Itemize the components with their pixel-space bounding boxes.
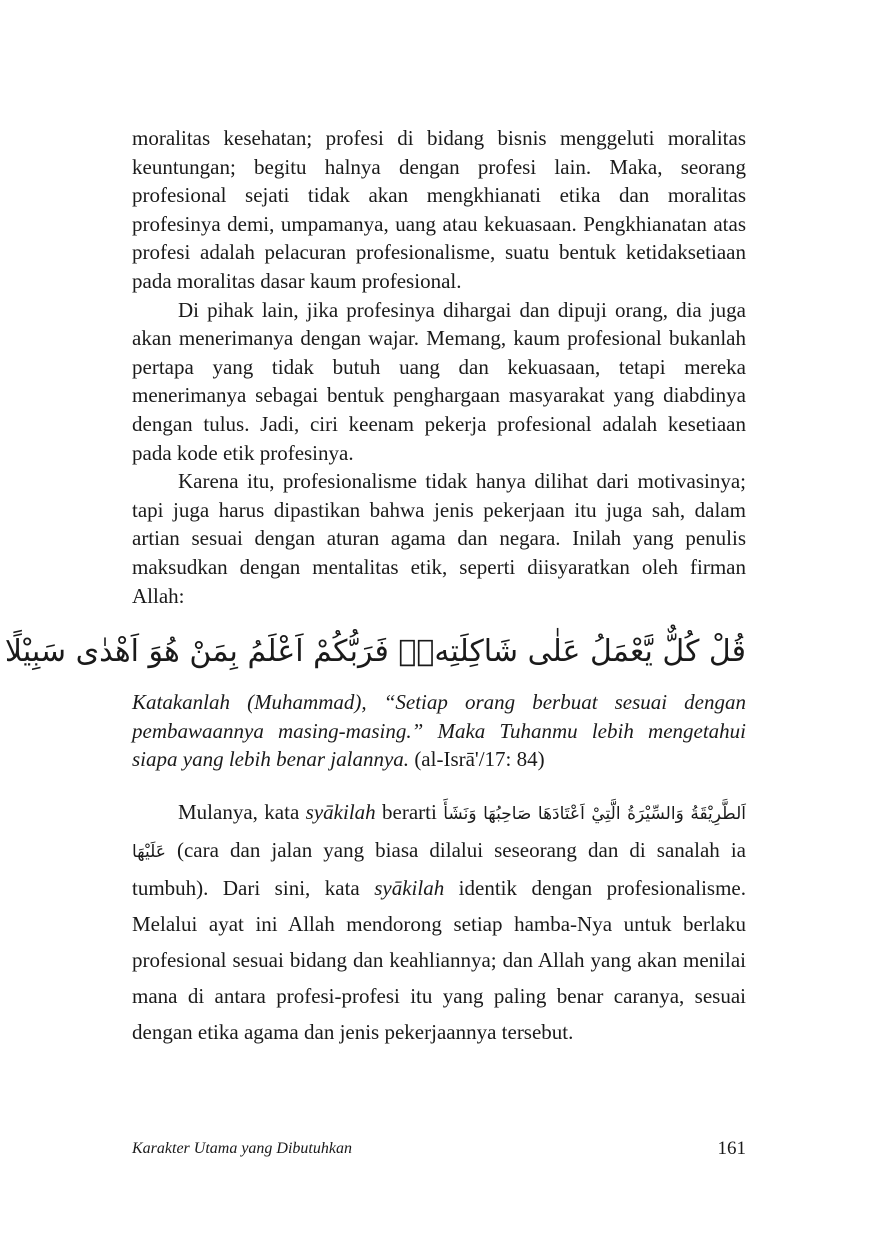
quran-verse-arabic: قُلْ كُلٌّ يَّعْمَلُ عَلٰى شَاكِلَتِهٖۗ فَرَبُّكُمْ اَعْلَمُ بِمَنْ هُوَ اَهْدٰى سَبِيْلًا <box>4 634 746 670</box>
para4-text-d: identik dengan profesionalisme. Melalui ayat ini Allah mendorong setiap hamba-Nya untuk berlaku profesional sesuai bidang dan keahliannya; dan Allah yang akan menilai mana di antara profesi-profesi itu yang paling benar caranya, sesuai dengan etika agama dan jenis pekerjaannya tersebut. <box>132 875 746 1044</box>
page-number: 161 <box>717 1138 746 1159</box>
paragraph-1: moralitas kesehatan; profesi di bidang bisnis menggeluti moralitas keuntungan; begitu halnya dengan profesi lain. Maka, seorang profesional sejati tidak akan mengkhianati etika dan moralitas profesinya demi, umpamanya, uang atau kekuasaan. Pengkhianatan atas profesi adalah pelacuran profesionalisme, suatu bentuk ketidaksetiaan pada moralitas dasar kaum profesional. <box>132 126 746 293</box>
para4-text-b: berarti <box>375 799 444 824</box>
running-footer-title: Karakter Utama yang Dibutuhkan <box>132 1140 352 1157</box>
term-syakilah: syākilah <box>305 799 376 824</box>
page-body <box>4 124 747 1050</box>
paragraph-2: Di pihak lain, jika profesinya dihargai dan dipuji orang, dia juga akan menerimanya dengan wajar. Memang, kaum profesional bukanlah pertapa yang tidak butuh uang dan kekuasaan, tetapi mereka menerimanya sebagai bentuk penghargaan masyarakat yang diabdinya dengan tulus. Jadi, ciri keenam pekerja profesional adalah kesetiaan pada kode etik profesinya. <box>132 297 746 465</box>
paragraph-3: Karena itu, profesionalisme tidak hanya dilihat dari motivasinya; tapi juga harus dipastikan bahwa jenis pekerjaan itu juga sah, dalam artian sesuai dengan aturan agama dan negara. Inilah yang penulis maksudkan dengan mentalitas etik, seperti diisyaratkan oleh firman Allah: <box>132 469 746 608</box>
verse-reference: (al-Isrā'/17: 84) <box>414 747 545 772</box>
paragraph-4 <box>132 794 746 1050</box>
inline-arabic-definition: اَلطَّرِيْقَةُ وَالسِّيْرَةُ الَّتِيْ اَعْتَادَهَا صَاحِبُهَا وَنَشَأَ عَلَيْهَا <box>132 803 747 862</box>
para4-text-a: Mulanya, kata <box>178 799 306 824</box>
page-footer <box>132 1138 746 1160</box>
term-syakilah-2: syākilah <box>374 875 445 900</box>
verse-translation <box>132 688 746 774</box>
para4-text-c: (cara dan jalan yang biasa dilalui seseorang dan di sanalah ia tumbuh). Dari sini, kata <box>132 837 746 900</box>
translation-text: Katakanlah (Muhammad), “Setiap orang berbuat sesuai dengan pembawaannya masing-masing.” Maka Tuhanmu lebih mengetahui siapa yang lebih benar jalannya. <box>132 690 746 772</box>
